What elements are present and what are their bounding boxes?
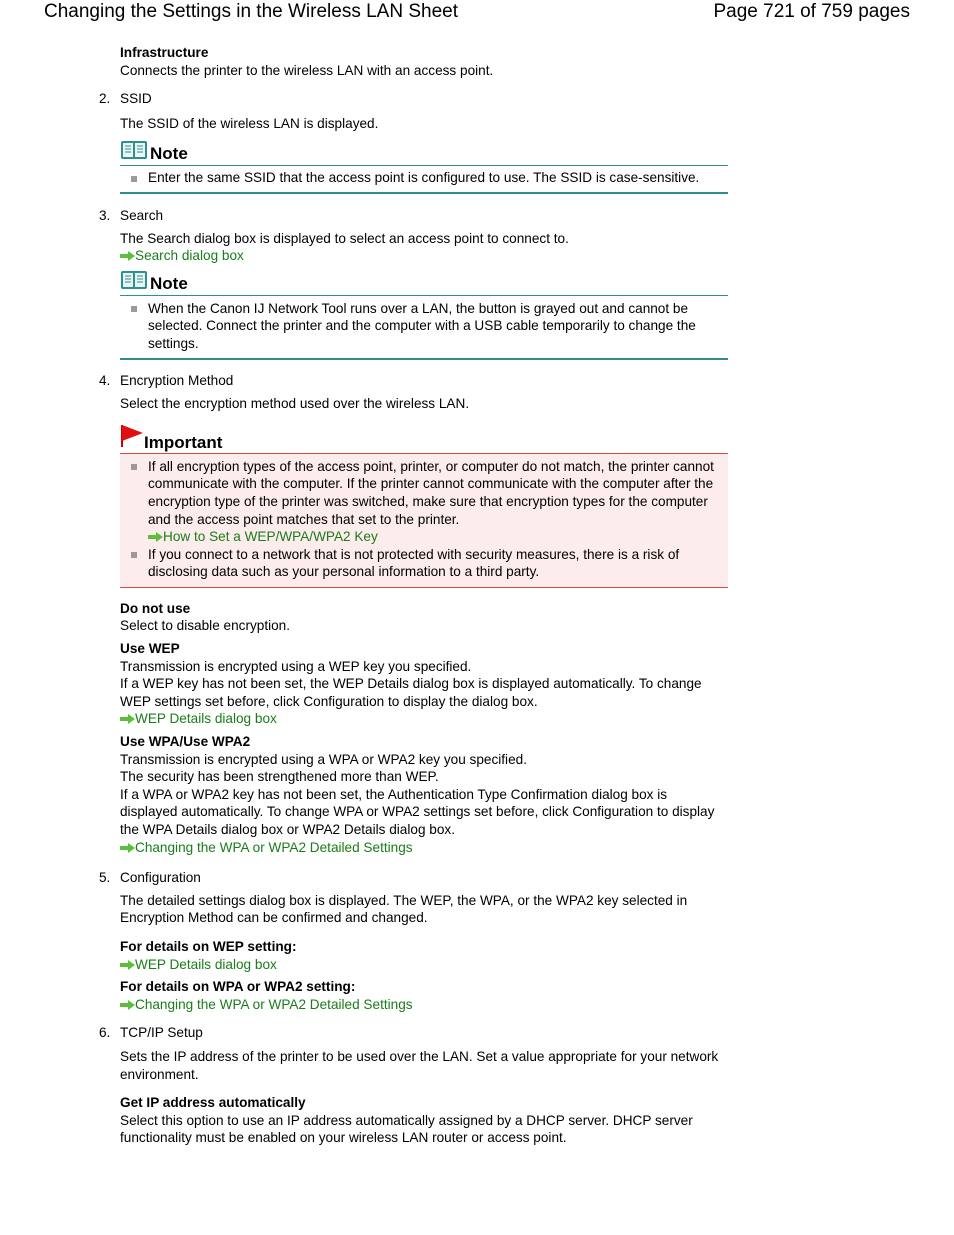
do-not-use-heading: Do not use: [120, 600, 191, 616]
auto-ip-heading: Get IP address automatically: [120, 1095, 306, 1111]
document-body: [99, 44, 728, 1147]
arrow-right-icon: [120, 960, 135, 970]
search-heading: Search: [120, 207, 164, 223]
note-item: [120, 296, 728, 358]
wpa-detailed-settings-link[interactable]: [120, 996, 728, 1014]
do-not-use-text: Select to disable encryption.: [120, 618, 291, 634]
link-text: WEP Details dialog box: [135, 956, 277, 972]
arrow-right-icon: [148, 532, 163, 542]
use-wep-text: Transmission is encrypted using a WEP key you specified.: [120, 658, 472, 674]
arrow-right-icon: [120, 1000, 135, 1010]
wep-setting-heading: For details on WEP setting:: [120, 938, 297, 954]
bullet-icon: [131, 306, 137, 312]
ssid-text: The SSID of the wireless LAN is displayed.: [120, 115, 379, 131]
section-tcpip: [99, 1024, 728, 1147]
note-item: [120, 166, 728, 192]
link-text: Changing the WPA or WPA2 Detailed Settings: [135, 839, 413, 855]
note-header: [120, 269, 728, 296]
item-number: 3.: [99, 207, 111, 223]
use-wep-heading: Use WEP: [120, 641, 180, 657]
bullet-icon: [131, 552, 137, 558]
tcpip-text: Sets the IP address of the printer to be used over the LAN. Set a value appropriate for your network environment.: [120, 1048, 719, 1082]
wep-details-link[interactable]: [120, 710, 728, 728]
bullet-icon: [131, 176, 137, 182]
encryption-heading: Encryption Method: [120, 372, 234, 388]
book-icon: [120, 269, 148, 291]
auto-ip-text: Select this option to use an IP address automatically assigned by a DHCP server. DHCP server functionality must be enabled on your wireless LAN router or access point.: [120, 1112, 693, 1146]
note-label: Note: [150, 273, 188, 293]
search-dialog-link[interactable]: [120, 247, 728, 265]
search-text: The Search dialog box is displayed to select an access point to connect to.: [120, 230, 569, 246]
infrastructure-text: Connects the printer to the wireless LAN with an access point.: [120, 62, 494, 78]
item-number: 5.: [99, 870, 111, 886]
arrow-right-icon: [120, 251, 135, 261]
infrastructure-heading: Infrastructure: [120, 45, 209, 60]
wpa-detailed-settings-link[interactable]: [120, 839, 728, 857]
page-number: Page 721 of 759 pages: [713, 1, 910, 22]
link-text: WEP Details dialog box: [135, 711, 277, 727]
use-wpa-text: The security has been strengthened more than WEP.: [120, 769, 439, 785]
configuration-heading: Configuration: [120, 870, 201, 886]
ssid-heading: SSID: [120, 91, 152, 107]
page-title: Changing the Settings in the Wireless LAN Sheet: [44, 1, 459, 22]
important-item: [120, 454, 728, 546]
link-text: How to Set a WEP/WPA/WPA2 Key: [163, 529, 378, 545]
item-number: 4.: [99, 372, 111, 388]
note-item-text: When the Canon IJ Network Tool runs over a LAN, the button is grayed out and cannot be selected. Connect the printer and the computer with a USB cable temporarily to change the settings.: [148, 300, 696, 351]
section-search: [99, 207, 728, 360]
encryption-text: Select the encryption method used over the wireless LAN.: [120, 396, 470, 412]
wep-wpa-key-link[interactable]: [148, 528, 728, 546]
flag-icon: [120, 423, 144, 449]
note-label: Note: [150, 144, 188, 164]
link-text: Changing the WPA or WPA2 Detailed Settings: [135, 996, 413, 1012]
arrow-right-icon: [120, 714, 135, 724]
item-number: 6.: [99, 1025, 111, 1041]
note-box: [120, 139, 728, 194]
use-wpa-text: If a WPA or WPA2 key has not been set, the Authentication Type Confirmation dialog box is displayed automatically. To change WPA or WPA2 settings set before, click Configuration to display the WPA Details dialog box or WPA2 Details dialog box.: [120, 786, 715, 837]
section-encryption: [99, 372, 728, 857]
note-header: [120, 139, 728, 166]
important-header: [120, 425, 728, 454]
book-icon: [120, 139, 148, 161]
important-item-text: If all encryption types of the access point, printer, or computer do not match, the printer cannot communicate with the computer. If the printer cannot communicate with the computer after the encryption type of the printer was switched, make sure that encryption types for the computer and the access point matches that set to the printer.: [148, 458, 714, 527]
section-configuration: [99, 869, 728, 1013]
important-item: [120, 546, 728, 587]
configuration-text: The detailed settings dialog box is displayed. The WEP, the WPA, or the WPA2 key selected in Encryption Method can be confirmed and changed.: [120, 892, 688, 926]
important-box: [120, 425, 728, 588]
link-text: Search dialog box: [135, 248, 244, 264]
wpa-setting-heading: For details on WPA or WPA2 setting:: [120, 979, 356, 995]
use-wpa-heading: Use WPA/Use WPA2: [120, 734, 251, 750]
important-item-text: If you connect to a network that is not protected with security measures, there is a risk of disclosing data such as your personal information to a third party.: [148, 546, 680, 580]
bullet-icon: [131, 464, 137, 470]
item-number: 2.: [99, 91, 111, 107]
important-label: Important: [144, 432, 223, 452]
use-wep-text: If a WEP key has not been set, the WEP Details dialog box is displayed automatically. To change WEP settings set before, click Configuration to display the dialog box.: [120, 676, 702, 709]
page-header: [0, 0, 954, 28]
use-wpa-text: Transmission is encrypted using a WPA or WPA2 key you specified.: [120, 751, 527, 767]
arrow-right-icon: [120, 843, 135, 853]
tcpip-heading: TCP/IP Setup: [120, 1025, 203, 1041]
wep-details-link[interactable]: [120, 956, 728, 974]
note-box: [120, 269, 728, 360]
section-ssid: [99, 90, 728, 194]
note-item-text: Enter the same SSID that the access point is configured to use. The SSID is case-sensitive.: [148, 170, 700, 186]
